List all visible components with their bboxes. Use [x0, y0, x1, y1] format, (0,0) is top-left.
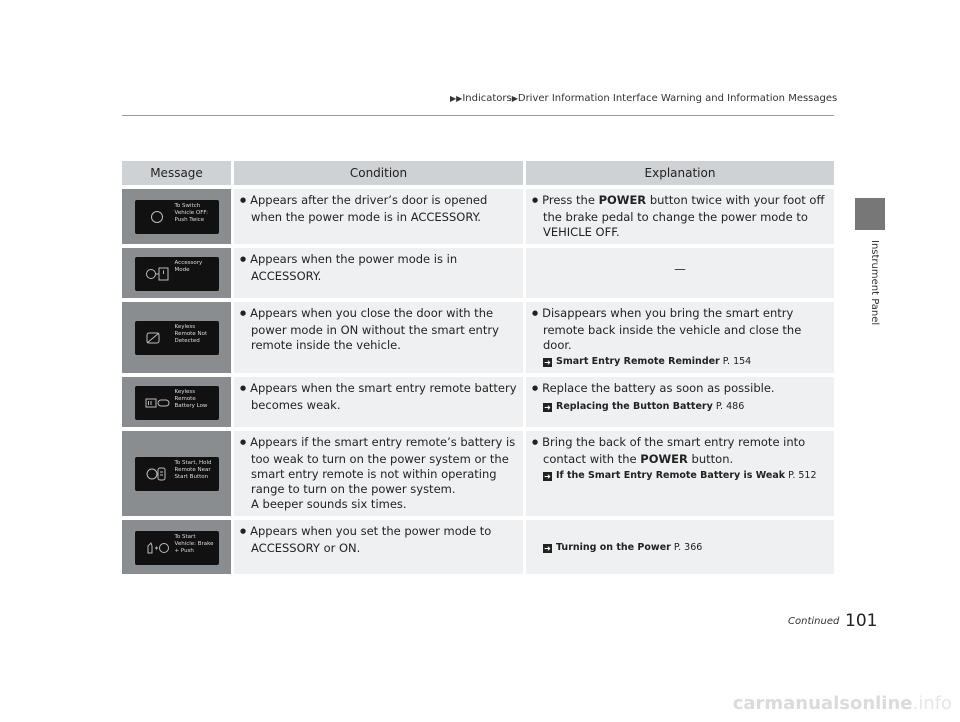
breadcrumb-subsection[interactable]: Driver Information Interface Warning and Information Messages	[517, 93, 838, 104]
key-fob-not-detected-icon	[144, 330, 170, 346]
message-image-cell	[122, 302, 234, 373]
page-reference[interactable]	[532, 354, 828, 369]
triangle-right-icon: ▶	[511, 94, 518, 103]
header-rule	[122, 115, 834, 116]
display-screen	[135, 321, 219, 355]
screen-text: Accessory Mode	[174, 259, 203, 273]
power-switch-accessory-icon	[144, 266, 170, 282]
explanation-dash: —	[674, 262, 686, 276]
breadcrumb	[450, 93, 837, 104]
column-header-condition: Condition	[234, 161, 526, 185]
explanation-cell	[526, 377, 834, 427]
explanation-part: Bring the back of the smart entry remote into contact with the	[542, 435, 806, 466]
remote-near-button-icon	[144, 466, 170, 482]
watermark-tld: .info	[912, 693, 952, 714]
display-screen	[135, 257, 219, 291]
display-screen	[135, 531, 219, 565]
watermark-main: carmanualsonline	[732, 693, 913, 714]
reference-title: Replacing the Button Battery	[556, 401, 713, 412]
display-screen	[135, 200, 219, 234]
explanation-part: button twice with your foot off the brake pedal to change the power mode to VEHICLE OFF.	[543, 193, 825, 239]
message-image-cell	[122, 520, 234, 574]
reference-page: P. 366	[673, 542, 703, 553]
page-reference[interactable]	[532, 468, 828, 483]
explanation-text	[532, 193, 828, 240]
key-fob-battery-low-icon	[144, 395, 170, 411]
explanation-cell	[526, 248, 834, 298]
reference-page: P. 486	[715, 401, 745, 412]
screen-text: To Start, Hold Remote Near Start Button	[174, 460, 212, 480]
explanation-cell	[526, 189, 834, 244]
condition-text: ● Appears when the power mode is in ACCESSORY.	[240, 252, 517, 284]
table-row	[122, 520, 834, 574]
condition-text: ● Appears if the smart entry remote’s battery is too weak to turn on the power system or the smart entry remote is not within operating range to turn on the power system.	[240, 435, 517, 497]
table-row	[122, 248, 834, 298]
condition-cell	[234, 189, 526, 244]
condition-cell	[234, 377, 526, 427]
reference-arrow-icon: ➜	[544, 403, 551, 412]
reference-arrow-icon: ➜	[544, 358, 551, 367]
continued-label: Continued	[788, 616, 840, 627]
power-button-icon	[144, 209, 170, 225]
message-image-cell	[122, 189, 234, 244]
chapter-tab	[855, 198, 885, 230]
table-row	[122, 302, 834, 373]
reference-title: If the Smart Entry Remote Battery is Weak	[556, 470, 786, 481]
reference-arrow-icon: ➜	[544, 544, 551, 553]
reference-arrow-icon: ➜	[544, 472, 551, 481]
explanation-part: button.	[687, 452, 734, 466]
message-image-cell	[122, 248, 234, 298]
explanation-bold: POWER	[598, 193, 647, 207]
explanation-cell	[526, 431, 834, 516]
message-image-cell	[122, 431, 234, 516]
condition-text: ● Appears when you close the door with the power mode in ON without the smart entry remote inside the vehicle.	[240, 306, 517, 353]
column-header-message: Message	[122, 161, 234, 185]
screen-text: Keyless Remote Not Detected	[174, 324, 208, 344]
table-row	[122, 431, 834, 516]
condition-text: ● Appears when the smart entry remote battery becomes weak.	[240, 381, 517, 413]
chapter-label: Instrument Panel	[869, 240, 880, 326]
table-header-row	[122, 161, 834, 185]
condition-cell	[234, 520, 526, 574]
explanation-part: Press the	[542, 193, 599, 207]
reference-page: P. 154	[722, 356, 752, 367]
page-number: 101	[845, 611, 878, 631]
screen-text: To Start Vehicle: Brake + Push	[174, 533, 214, 554]
explanation-bold: POWER	[640, 452, 688, 466]
explanation-text	[532, 435, 828, 467]
explanation-text: ● Disappears when you bring the smart entry remote back inside the vehicle and close the door.	[532, 306, 828, 353]
explanation-cell	[526, 302, 834, 373]
watermark	[733, 693, 952, 714]
breadcrumb-section[interactable]: Indicators	[462, 93, 512, 104]
explanation-text: ● Replace the battery as soon as possible.	[532, 381, 828, 398]
condition-cell	[234, 248, 526, 298]
message-table	[122, 157, 834, 578]
triangle-right-icon: ▶▶	[450, 94, 463, 103]
display-screen	[135, 457, 219, 491]
reference-title: Smart Entry Remote Reminder	[556, 356, 720, 367]
condition-text: ● Appears after the driver’s door is opened when the power mode is in ACCESSORY.	[240, 193, 517, 225]
condition-text: ● Appears when you set the power mode to ACCESSORY or ON.	[240, 524, 517, 556]
brake-push-icon	[144, 540, 170, 556]
reference-title: Turning on the Power	[556, 542, 671, 553]
message-image-cell	[122, 377, 234, 427]
reference-page: P. 512	[788, 470, 817, 481]
page-reference[interactable]	[532, 540, 828, 555]
screen-text: To Switch Vehicle OFF: Push Twice	[174, 203, 208, 223]
display-screen	[135, 386, 219, 420]
column-header-explanation: Explanation	[526, 161, 834, 185]
table-row	[122, 189, 834, 244]
screen-text: Keyless Remote Battery Low	[174, 388, 208, 409]
condition-cell	[234, 302, 526, 373]
table-row	[122, 377, 834, 427]
condition-cell	[234, 431, 526, 516]
page-reference[interactable]	[532, 399, 828, 414]
condition-note: A beeper sounds six times.	[251, 497, 407, 511]
explanation-cell	[526, 520, 834, 574]
